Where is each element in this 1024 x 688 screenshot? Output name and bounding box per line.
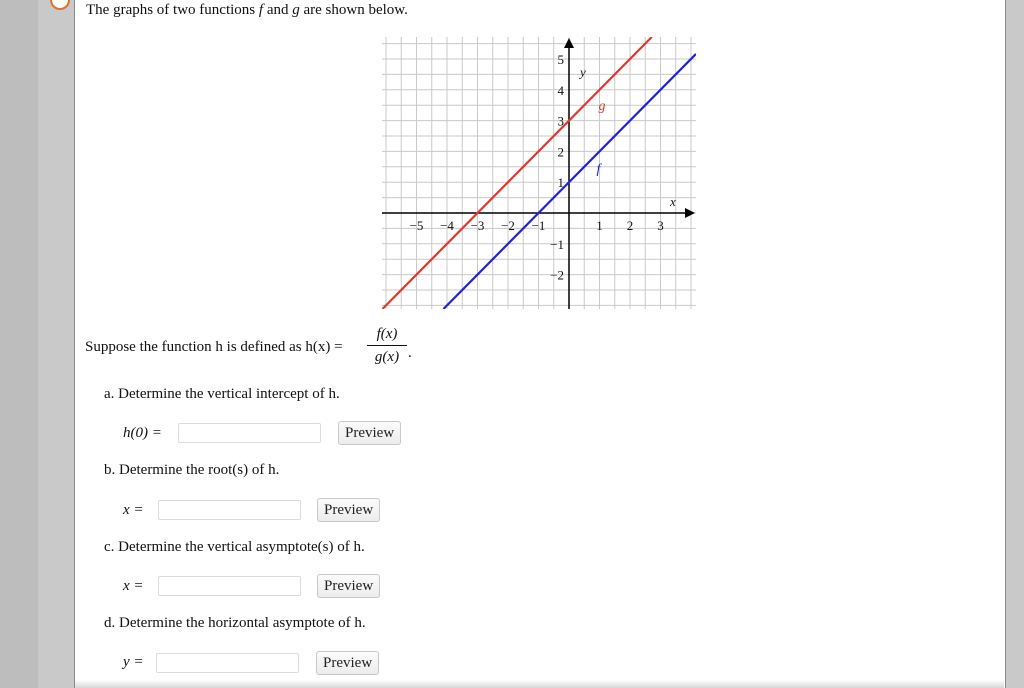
preview-button-b[interactable]: Preview bbox=[317, 498, 380, 522]
y-tick-label: 3 bbox=[557, 113, 564, 129]
x-tick-label: −4 bbox=[440, 218, 454, 233]
x-tick-label: −5 bbox=[409, 218, 424, 233]
answer-input-b[interactable] bbox=[158, 500, 301, 520]
x-tick-label: 1 bbox=[596, 218, 603, 233]
preview-button-c[interactable]: Preview bbox=[317, 574, 380, 598]
x-tick-label: −1 bbox=[531, 218, 546, 233]
g-symbol: g bbox=[292, 2, 300, 18]
x-axis-label: x bbox=[670, 194, 676, 209]
preview-button-a[interactable]: Preview bbox=[338, 421, 401, 445]
question-b-label: b. Determine the root(s) of h. bbox=[104, 462, 280, 478]
answer-input-a[interactable] bbox=[178, 423, 321, 443]
f-symbol: f bbox=[258, 2, 264, 18]
question-b-lhs: x = bbox=[123, 502, 144, 518]
x-tick-label: 3 bbox=[657, 218, 664, 233]
x-tick-label: −2 bbox=[501, 218, 515, 233]
definition-text: Suppose the function h is defined as h(x) = bbox=[85, 339, 343, 355]
question-d-lhs: y = bbox=[123, 654, 144, 670]
y-tick-label: −2 bbox=[550, 267, 564, 283]
answer-input-c[interactable] bbox=[158, 576, 301, 596]
series-lines bbox=[382, 37, 696, 309]
y-tick-label: 4 bbox=[557, 82, 564, 98]
series-line-g bbox=[382, 37, 651, 309]
fraction-denominator: g(x) bbox=[374, 349, 400, 365]
function-graph bbox=[382, 37, 696, 309]
fraction-f-over-g bbox=[367, 326, 407, 366]
y-tick-label: 2 bbox=[557, 144, 564, 160]
question-a-label: a. Determine the vertical intercept of h. bbox=[104, 386, 340, 402]
right-scrollbar-area[interactable] bbox=[1006, 0, 1024, 688]
y-axis-label: y bbox=[580, 64, 586, 80]
bottom-edge bbox=[75, 680, 1004, 688]
definition-period: . bbox=[408, 345, 412, 361]
x-tick-label: −3 bbox=[470, 218, 485, 233]
preview-button-d[interactable]: Preview bbox=[316, 651, 379, 675]
answer-input-d[interactable] bbox=[156, 653, 299, 673]
question-a-lhs: h(0) = bbox=[123, 425, 162, 441]
question-c-label: c. Determine the vertical asymptote(s) of h. bbox=[104, 539, 365, 555]
fraction-numerator: f(x) bbox=[376, 326, 398, 342]
y-axis-arrow bbox=[564, 38, 574, 48]
x-axis-arrow bbox=[685, 208, 695, 218]
left-margin bbox=[38, 0, 74, 688]
f-line-label: f bbox=[596, 161, 601, 177]
x-tick-label: 2 bbox=[626, 218, 634, 233]
y-tick-label: 1 bbox=[557, 175, 564, 191]
g-line-label: g bbox=[598, 99, 606, 115]
question-c-lhs: x = bbox=[123, 578, 144, 594]
question-d-label: d. Determine the horizontal asymptote of h. bbox=[104, 615, 366, 631]
grid bbox=[382, 37, 696, 309]
series-labels bbox=[597, 99, 606, 177]
intro-text: The graphs of two functions f and g are shown below. bbox=[86, 2, 408, 18]
y-tick-label: −1 bbox=[550, 236, 564, 252]
y-tick-label: 5 bbox=[557, 52, 564, 67]
